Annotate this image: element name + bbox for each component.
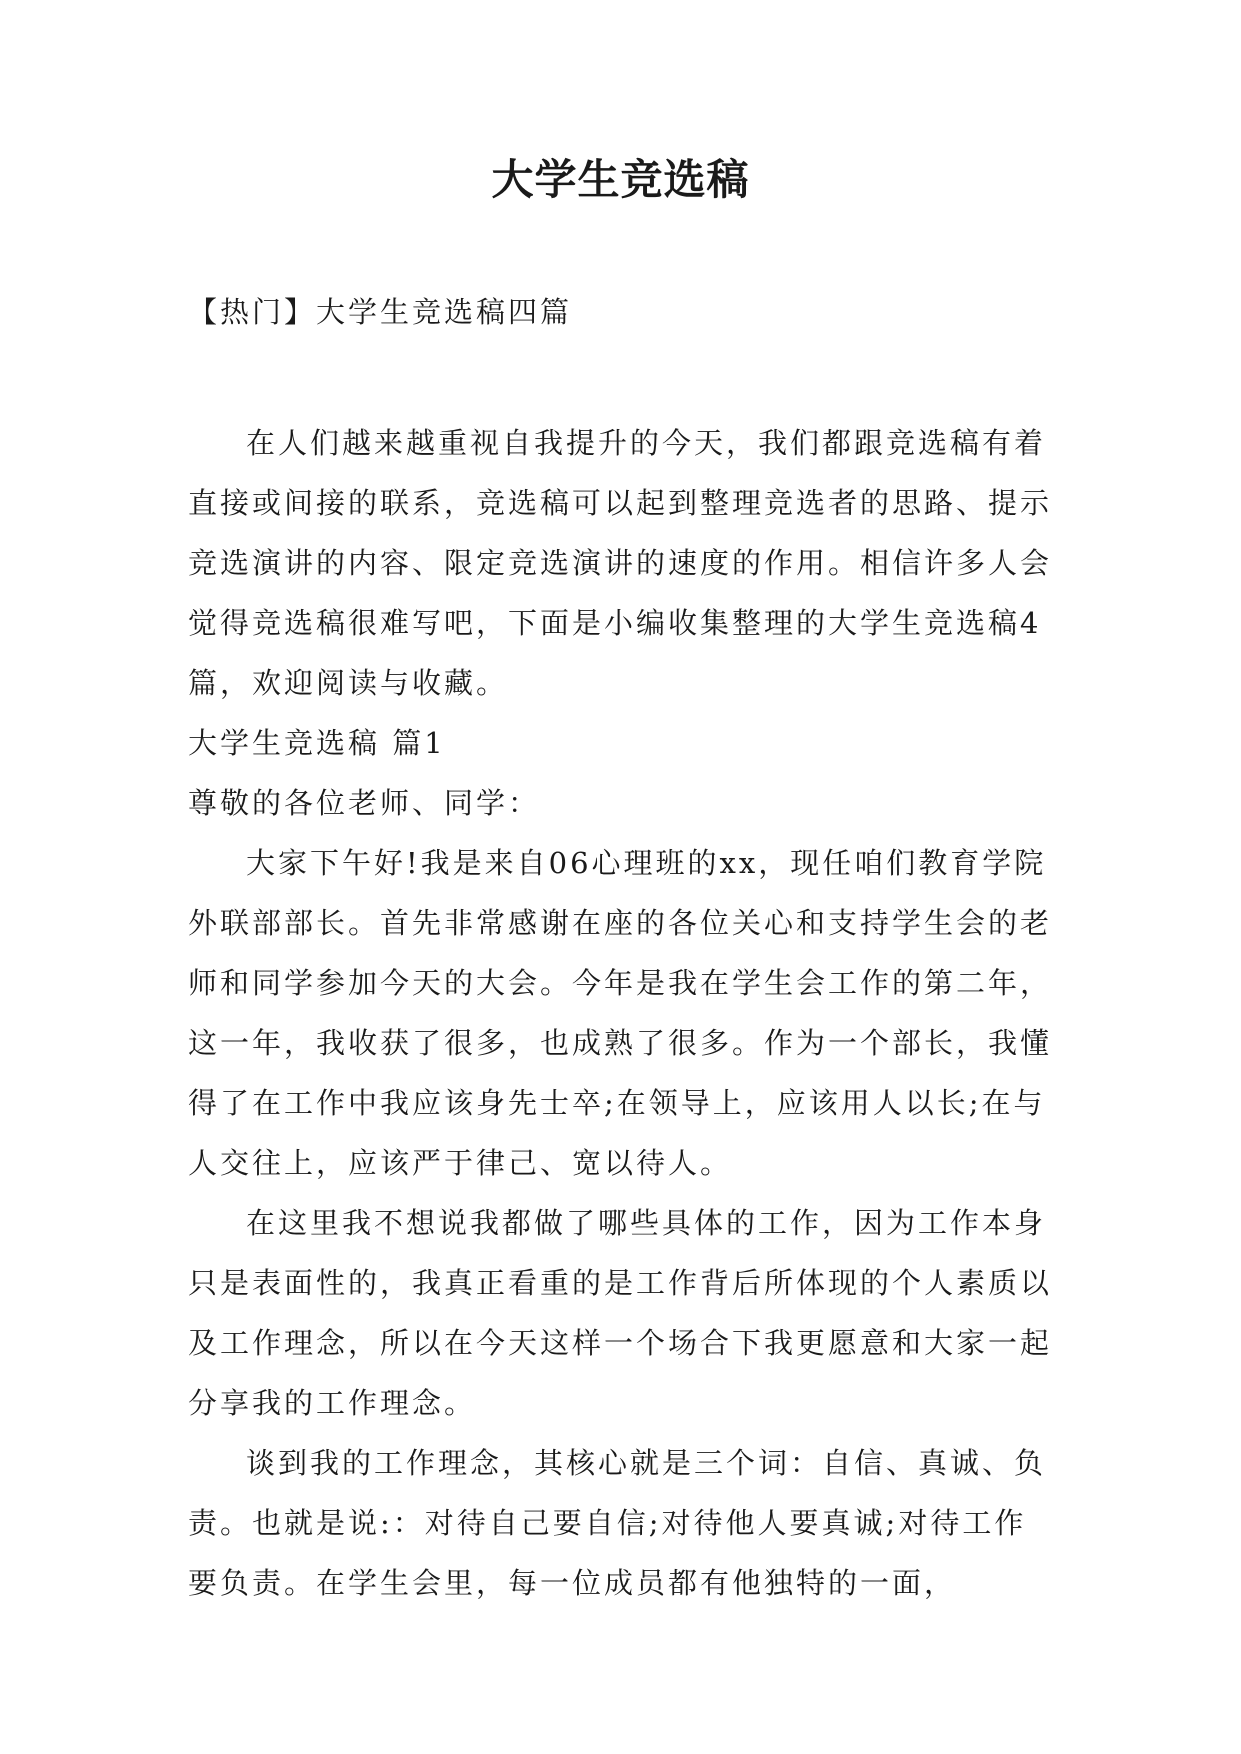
document-title: 大学生竞选稿 — [491, 155, 750, 204]
body-paragraph-3: 谈到我的工作理念，其核心就是三个词：自信、真诚、负责。也就是说:：对待自己要自信;对待他人要真诚;对待工作要负责。在学生会里，每一位成员都有他独特的一面， — [188, 1446, 1047, 1600]
spacer — [188, 342, 1058, 413]
salutation: 尊敬的各位老师、同学： — [188, 786, 541, 820]
document-body — [188, 282, 1058, 1613]
document-subtitle: 【热门】大学生竞选稿四篇 — [188, 295, 573, 329]
body-paragraph-2: 在这里我不想说我都做了哪些具体的工作，因为工作本身只是表面性的，我真正看重的是工作背后所体现的个人素质以及工作理念，所以在今天这样一个场合下我更愿意和大家一起分享我的工作理念。 — [188, 1206, 1053, 1420]
body-paragraph-1: 大家下午好!我是来自06心理班的xx，现任咱们教育学院外联部部长。首先非常感谢在座的各位关心和支持学生会的老师和同学参加今天的大会。今年是我在学生会工作的第二年，这一年，我收获了很多，也成熟了很多。作为一个部长，我懂得了在工作中我应该身先士卒;在领导上，应该用人以长;在与人交往上，应该严于律己、宽以待人。 — [188, 846, 1053, 1180]
intro-paragraph: 在人们越来越重视自我提升的今天，我们都跟竞选稿有着直接或间接的联系，竞选稿可以起到整理竞选者的思路、提示竞选演讲的内容、限定竞选演讲的速度的作用。相信许多人会觉得竞选稿很难写吧，下面是小编收集整理的大学生竞选稿4篇，欢迎阅读与收藏。 — [188, 426, 1053, 700]
section-heading: 大学生竞选稿 篇1 — [188, 726, 446, 760]
